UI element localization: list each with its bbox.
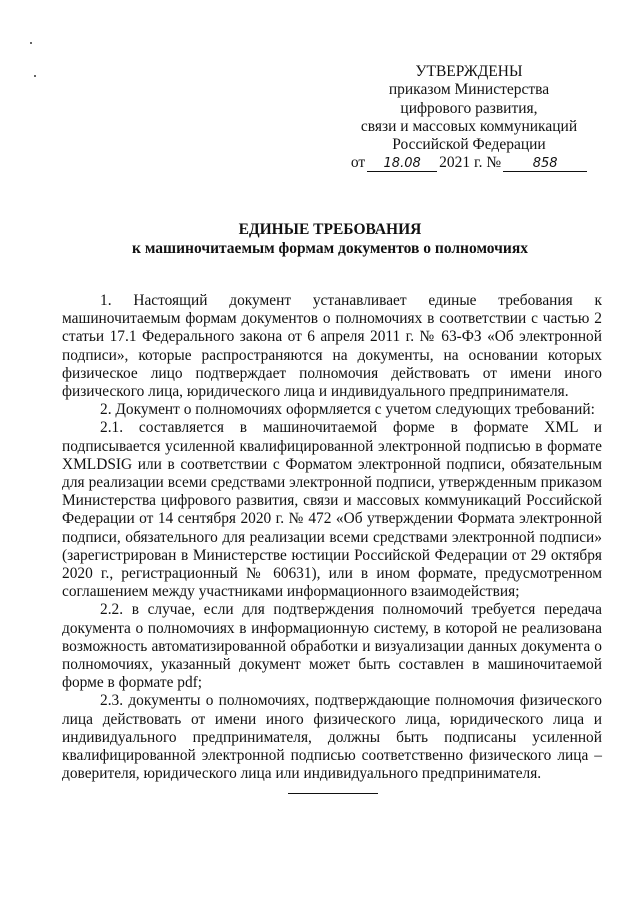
handwritten-order-number: 858	[503, 156, 587, 172]
scan-speck	[34, 75, 36, 77]
handwritten-date: 18.08	[367, 156, 437, 172]
paragraph: 1. Настоящий документ устанавливает единые требования к машиночитаемым формам документов о полномочиях в соответствии с частью 2 статьи 17.1 Федерального закона от 6 апреля 2011 г. № 63-ФЗ «Об электронной подписи», которые распространяются на документы, на основании которых физическое лицо подтверждает полномочия действовать от имени иного физического лица, юридического лица и индивидуального предпринимателя.	[62, 292, 602, 401]
document-subtitle: к машиночитаемым формам документов о полномочиях	[132, 240, 528, 257]
approval-line: цифрового развития,	[400, 99, 538, 117]
approval-heading: УТВЕРЖДЕНЫ	[415, 63, 523, 80]
document-body	[62, 292, 602, 783]
document-title: ЕДИНЫЕ ТРЕБОВАНИЯ	[238, 221, 422, 238]
scan-speck	[30, 42, 32, 44]
paragraph: 2. Документ о полномочиях оформляется с учетом следующих требований:	[100, 401, 595, 419]
paragraph: 2.3. документы о полномочиях, подтверждающие полномочия физического лица действовать от имени иного физического лица, юридического лица и индивидуального предпринимателя, должны быть подписаны усиленной квалифицированной электронной подписью соответственно физического лица – доверителя, юридического лица или индивидуального предпринимателя.	[62, 692, 602, 783]
end-separator-line	[288, 793, 378, 794]
approval-line: связи и массовых коммуникаций	[360, 117, 578, 135]
approval-date-line	[330, 154, 608, 172]
approval-stamp-block	[330, 63, 608, 173]
approval-line: Российской Федерации	[392, 136, 546, 154]
approval-line: приказом Министерства	[388, 81, 550, 99]
year-number-label: 2021 г. №	[439, 154, 502, 172]
paragraph: 2.2. в случае, если для подтверждения полномочий требуется передача документа о полномочиях в информационную систему, в которой не реализована возможность автоматизированной обработки и визуализации данных документа о полномочиях, указанный документ может быть составлен в машиночитаемой форме в формате pdf;	[62, 601, 602, 692]
document-title-block	[60, 220, 600, 258]
date-prefix: от	[350, 154, 366, 172]
paragraph: 2.1. составляется в машиночитаемой форме в формате XML и подписывается усиленной квалифицированной электронной подписью в формате XMLDSIG или в соответствии с Форматом электронной подписи, обязательным для реализации всеми средствами электронной подписи, утвержденным приказом Министерства цифрового развития, связи и массовых коммуникаций Российской Федерации от 14 сентября 2020 г. № 472 «Об утверждении Формата электронной подписи, обязательного для реализации всеми средствами электронной подписи» (зарегистрирован в Министерстве юстиции Российской Федерации от 29 октября 2020 г., регистрационный № 60631), или в ином формате, предусмотренном соглашением между участниками информационного взаимодействия;	[62, 419, 602, 601]
